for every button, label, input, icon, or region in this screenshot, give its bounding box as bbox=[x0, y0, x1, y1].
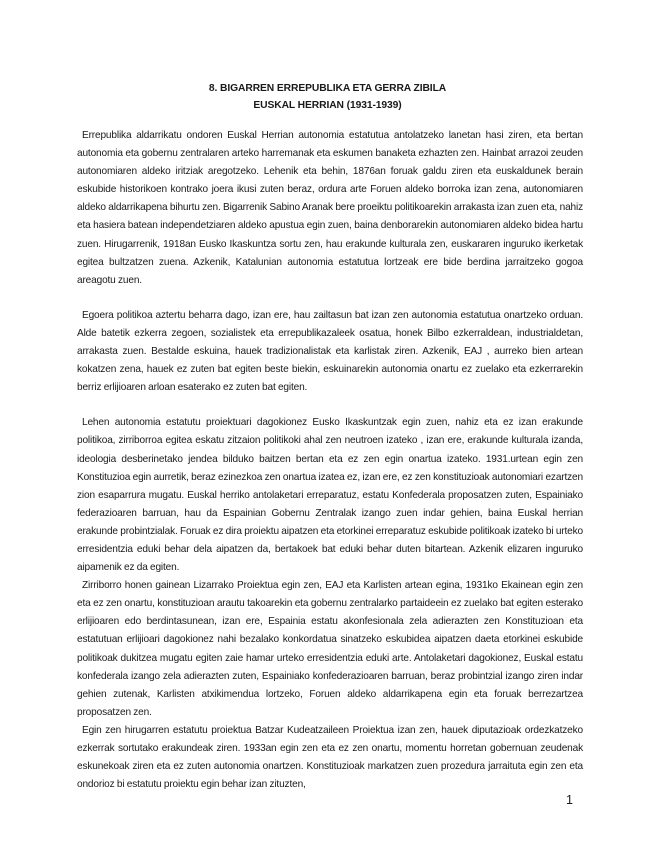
paragraph-5: Egin zen hirugarren estatutu proiektua Batzar Kudeatzaileen Proiektua izan zen, hauek diputazioak ordezkatzeko ezkerrak sortutako erakundeak ziren. 1933an egin zen eta ez zen onartu, momentu horretan gobernuan zeudenak eskunekoak ziren eta ez zuten autonomia onartzen. Konstituzioak markatzen zuen prozedura jarraituta egin zen eta ondorioz bi estatutu proiektu egin behar izan zituzten, bbox=[77, 724, 583, 791]
paragraph-gap bbox=[77, 397, 583, 414]
paragraph-3: Lehen autonomia estatutu proiektuari dagokionez Eusko Ikaskuntzak egin zuen, nahiz eta ez izan erakunde politikoa, zirriborroa egitea eskatu zitzaion politikoki ahal zen neutroen izateko , izan ere, erakunde kulturala izanda, ideologia desberinetako jendea bilduko baitzen bertan eta ez zen egin onartua izateko. 1931.urtean egin zen Konstituzioa egin aurretik, beraz ezinezkoa zen onartua izatea ez, izan ere, ez zen konstituzioak autonomiari ezartzen zion esaparrura mugatu. Euskal herriko antolaketari erreparatuz, estatu Konfederala proposatzen zuten, Espainiako federazioaren barruan, hau da Espainian Gobernu Zentralak izango zuen indar gehien, baina Euskal herrian erakunde probintzialak. Foruak ez dira proiektu aipatzen eta etorkinei erreparatuz eskubide politikoak izateko bi urteko erresidentzia eduki behar dela aipatzen da, bertakoek bat eduki behar duten bitartean. Azkenik elizaren inguruko aipamenik ez da egiten. bbox=[77, 417, 583, 574]
paragraph-2: Egoera politikoa aztertu beharra dago, izan ere, hau zailtasun bat izan zen autonomia estatutua onartzeko orduan. Alde batetik ezkerra zegoen, sozialistek eta errepublikazaleek osatua, honek Bilbo ezkerraldean, industrialdetan, arrakasta zuen. Bestalde eskuina, hauek tradizionalistak eta karlistak ziren. Azkenik, EAJ , aurreko bien artean kokatzen zena, hauek ez zuten bat egiten beste biekin, eskuinarekin autonomia onartu ez zuelako eta ezkerrarekin berriz erlijioaren arloan esaterako ez zuten bat egiten. bbox=[77, 309, 583, 394]
title-line-2: EUSKAL HERRIAN (1931-1939) bbox=[253, 100, 402, 111]
paragraph-gap bbox=[77, 290, 583, 307]
paragraph-4: Zirriborro honen gainean Lizarrako Proiektua egin zen, EAJ eta Karlisten artean egina, 1931ko Ekainean egin zen eta ez zen onartu, konstituzioan arautu takoarekin eta gobernu zentralarko partaideein ez zuelako bat egiten esterako erlijioaren edo berdintasunean, izan ere, Espainia estatu akonfesionala zela adierazten zen Konstituzioan eta estatutuan erlijioari dagokionez nahi bezalako konkordatua sinatzeko eskubidea aipatzen daeta etorkinei eskubide politikoak dukitzea mugatu egiten zaie hamar urteko erresidentzia eduki arte. Antolaketari dagokionez, Euskal estatu konfederala izango zela adierazten zuten, Espainiako konfederazioaren barruan, beraz probintzial izango ziren indar gehien zutenak, Karlisten atxikimendua lortzeko, Foruen aldeko aldarrikapena egin eta foruak berrezartzea proposatzen zen. bbox=[77, 580, 583, 718]
paragraph-1: Errepublika aldarrikatu ondoren Euskal Herrian autonomia estatutua antolatzeko lanetan hasi ziren, eta bertan autonomia eta gobernu zentralaren arteko harremanak eta eskumen banaketa ezhazten zen. Hainbat arrazoi zeuden autonomiaren aldeko iritziak aregotzeko. Lehenik eta behin, 1876an foruak galdu ziren eta euskaldunek berain eskubide historikoen kontrako joera ikusi zuten beraz, ordura arte Foruen aldeko borroka izan zena, autonomiaren aldeko aldarrikapena bihurtu zen. Bigarrenik Sabino Aranak bere proeiktu politikoarekin arrakasta izan zuen eta, nahiz eta hasiera batean independetziaren aldeko apustua egin zuen, baina denborarekin autonomiaren aldeko bidea hartu zuen. Hirugarrenik, 1918an Eusko Ikaskuntza sortu zen, hau erakunde kulturala zen, euskararen inguruko ikerketak egitea bultzatzen zuena. Azkenik, Katalunian autonomia estatutua lortzeak ere bide berdina jarraitzeko gogoa areagotu zuen. bbox=[77, 130, 583, 286]
document-body bbox=[77, 127, 583, 794]
document-title bbox=[0, 80, 655, 114]
title-line-1: 8. BIGARREN ERREPUBLIKA ETA GERRA ZIBILA bbox=[208, 83, 447, 94]
page-number: 1 bbox=[566, 793, 573, 807]
